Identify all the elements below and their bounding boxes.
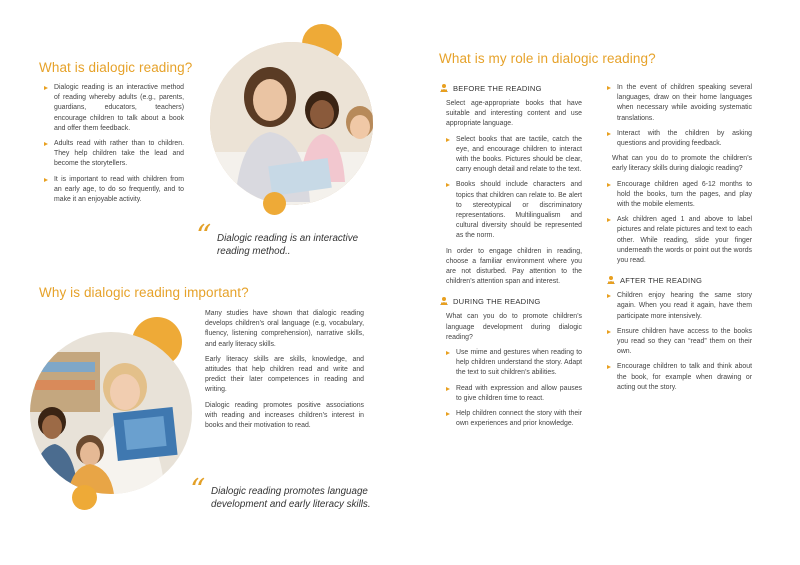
- list-item: Use mime and gestures when reading to help children understand the story. Adapt the text to suit children’s abilities.: [445, 348, 582, 379]
- subheading-after: [606, 275, 752, 285]
- decor-dot: [72, 485, 97, 510]
- paragraph: Select age-appropriate books that have suitable and interesting content and use appropriate language.: [446, 100, 582, 128]
- list-item: Ensure children have access to the books you read so they can “read” them on their own.: [606, 327, 752, 358]
- subheading-text: AFTER THE READING: [620, 275, 703, 285]
- why-important-paragraphs: [205, 309, 364, 436]
- list-item: It is important to read with children from an early age, to do so frequently, and to make it an enjoyable activity.: [43, 175, 184, 206]
- list-item: Encourage children to talk and think about the book, for example when drawing or acting out the story.: [606, 362, 752, 393]
- subheading-text: DURING THE READING: [453, 296, 541, 306]
- before-bullets: [439, 135, 582, 242]
- quote-mark-icon: “: [190, 473, 206, 508]
- list-item: Children enjoy hearing the same story again. When you read it again, have them participate more intensively.: [606, 291, 752, 322]
- reader-icon: [439, 296, 449, 306]
- list-item: Adults read with rather than to children. They help children take the lead and become the storytellers.: [43, 139, 184, 170]
- photo-reading-family: [210, 42, 373, 205]
- subheading-during: [439, 296, 582, 306]
- list-item: Read with expression and allow pauses to give children time to react.: [445, 384, 582, 404]
- quote-language-development: [211, 485, 376, 511]
- photo-teacher-reading: [30, 332, 192, 494]
- photo-illustration: [30, 332, 192, 494]
- list-item: Interact with the children by asking questions and providing feedback.: [606, 129, 752, 149]
- paragraph: What can you do to promote children’s language development during dialogic reading?: [446, 313, 582, 341]
- list-item: Help children connect the story with their own experiences and prior knowledge.: [445, 409, 582, 429]
- paragraph: Many studies have shown that dialogic reading develops children’s oral language (e.g, vocabulary, fluency, listening comprehension), narrative skills, and early literacy skills.: [205, 310, 364, 348]
- list-item: In the event of children speaking several languages, draw on their home languages when necessary while avoiding systematic translations.: [606, 83, 752, 124]
- section-title-why-important: Why is dialogic reading important?: [39, 285, 249, 300]
- quote-text: Dialogic reading promotes language development and early literacy skills.: [211, 486, 371, 510]
- paragraph: Early literacy skills are skills, knowledge, and attitudes that help children read and write and predict their later competences in reading and writing.: [205, 355, 364, 394]
- paragraph: Dialogic reading promotes positive associations with reading and increases children’s interest in books and their motivation to read.: [205, 401, 364, 430]
- reader-icon: [439, 83, 449, 93]
- subheading-text: BEFORE THE READING: [453, 83, 542, 93]
- paragraph: In order to engage children in reading, choose a familiar environment where you are not disturbed. Pay attention to the children’s attention span and interest.: [446, 247, 582, 286]
- section-title-what-is: What is dialogic reading?: [39, 60, 193, 75]
- list-item: Books should include characters and topics that children can relate to. Be alert to stereotypical or discriminatory representations. Multilingualism and cultural diversity should be represented as the norm.: [445, 180, 582, 241]
- subheading-before: [439, 83, 582, 93]
- after-bullets: [606, 291, 752, 393]
- role-column-2: [606, 83, 752, 398]
- photo-illustration: [210, 42, 373, 205]
- decor-dot: [263, 192, 286, 215]
- literacy-bullets: [606, 180, 752, 267]
- role-column-1: [439, 83, 582, 434]
- quote-dialogic-interactive: [217, 232, 367, 258]
- section-title-my-role: What is my role in dialogic reading?: [439, 51, 656, 66]
- list-item: Dialogic reading is an interactive method of reading whereby adults (e.g., parents, guardians, educators, teachers) encourage children to talk about a book and offer them feedback.: [43, 83, 184, 134]
- quote-text: Dialogic reading is an interactive reading method..: [217, 233, 359, 257]
- list-item: Ask children aged 1 and above to label pictures and relate pictures and text to each other. While reading, slide your finger underneath the words or point out the words you read.: [606, 215, 752, 266]
- paragraph: What can you do to promote the children’s early literacy skills during dialogic reading?: [612, 155, 752, 173]
- list-item: Encourage children aged 6-12 months to hold the books, turn the pages, and play with the mobile elements.: [606, 180, 752, 211]
- quote-mark-icon: “: [196, 219, 212, 254]
- language-bullets: [606, 83, 752, 149]
- reader-icon: [606, 275, 616, 285]
- what-is-bullets: [43, 83, 184, 210]
- during-bullets: [439, 348, 582, 429]
- list-item: Select books that are tactile, catch the eye, and encourage children to interact with the books. Pictures should be clear, carry enough detail and relate to the text.: [445, 135, 582, 176]
